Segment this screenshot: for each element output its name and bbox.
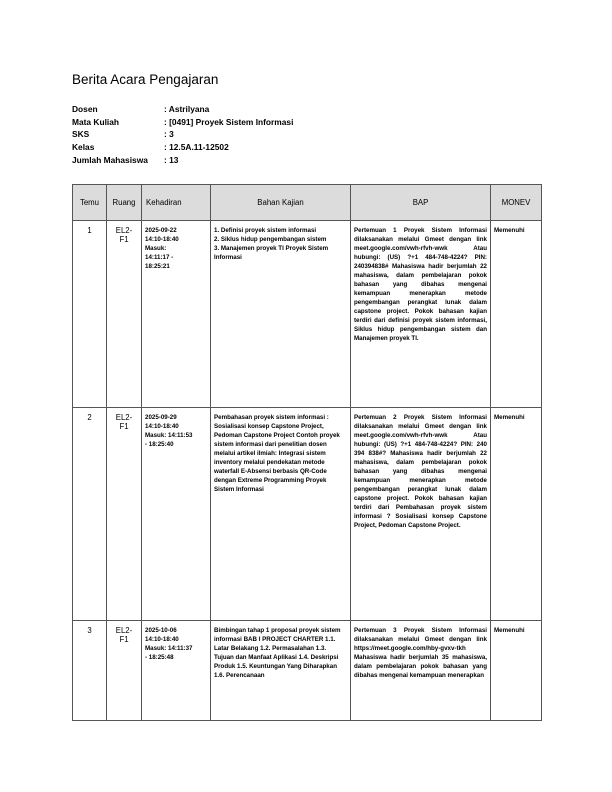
- table-row: [73, 408, 542, 621]
- cell-monev: Memenuhi: [491, 621, 542, 721]
- meta-label: Kelas: [72, 142, 95, 153]
- cell-temu: 1: [73, 221, 107, 408]
- meta-value: : [0491] Proyek Sistem Informasi: [164, 116, 294, 127]
- meta-label: Dosen: [72, 104, 98, 114]
- meta-row-dosen: [72, 103, 293, 116]
- cell-monev: Memenuhi: [491, 408, 542, 621]
- header-bahan-kajian: Bahan Kajian: [211, 185, 351, 221]
- header-monev: MONEV: [491, 185, 542, 221]
- cell-kehadiran: 2025-10-06 14:10-18:40 Masuk: 14:11:37 - 18:25:48: [142, 621, 211, 721]
- cell-ruang: EL2- F1: [107, 408, 142, 621]
- meta-row-sks: [72, 128, 293, 141]
- cell-monev: Memenuhi: [491, 221, 542, 408]
- meta-value: : 3: [164, 129, 174, 140]
- cell-bahan-kajian: Pembahasan proyek sistem informasi : Sosialisasi konsep Capstone Project, Pedoman Capstone Project Contoh proyek sistem informasi dari penelitian dosen melalui artikel ilmiah: Integrasi sistem inventory melalui pendekatan metode waterfall E-Absensi berbasis QR-Code dengan Extreme Programming Proyek Sistem Informasi: [211, 408, 351, 621]
- header-temu: Temu: [73, 185, 107, 221]
- header-bap: BAP: [351, 185, 491, 221]
- cell-kehadiran: 2025-09-22 14:10-18:40 Masuk: 14:11:17 - 18:25:21: [142, 221, 211, 408]
- cell-bap: Pertemuan 3 Proyek Sistem Informasi dilaksanakan melalui Gmeet dengan link https://meet.google.com/hby-gvxv-tkh Mahasiswa hadir berjumlah 35 mahasiswa, dalam pembelajaran pokok bahasan yang dibahas mengenai kemampuan menerapkan: [351, 621, 491, 721]
- header-kehadiran: Kehadiran: [142, 185, 211, 221]
- meta-label: SKS: [72, 129, 90, 140]
- meta-value: : 13: [164, 154, 179, 165]
- meta-value: : Astrilyana: [164, 104, 210, 114]
- cell-ruang: EL2- F1: [107, 621, 142, 721]
- meta-info: [72, 103, 293, 166]
- cell-bahan-kajian: Bimbingan tahap 1 proposal proyek sistem informasi BAB I PROJECT CHARTER 1.1. Latar Belakang 1.2. Permasalahan 1.3. Tujuan dan Manfaat Aplikasi 1.4. Deskripsi Produk 1.5. Keuntungan Yang Diharapkan 1.6. Perencanaan: [211, 621, 351, 721]
- bap-table: [72, 184, 542, 721]
- cell-ruang: EL2- F1: [107, 221, 142, 408]
- meta-label: Mata Kuliah: [72, 116, 119, 127]
- cell-bap: Pertemuan 2 Proyek Sistem Informasi dilaksanakan melalui Gmeet dengan link meet.google.com/vwh-rfvh-wwk Atau hubungi: (US) ?+1 484-748-4224? PIN: 240 394 838#? Mahasiswa hadir berjumlah 22 mahasiswa, dalam pembelajaran pokok bahasan yang dibahas mengenai kemampuan menerapkan metode pengembangan perangkat lunak dalam capstone project. Pokok bahasan kajian terdiri dari Pembahasan proyek sistem informasi ? Sosialisasi konsep Capstone Project, Pedoman Capstone Project.: [351, 408, 491, 621]
- meta-label: Jumlah Mahasiswa: [72, 154, 148, 165]
- table-header-row: [73, 185, 542, 221]
- cell-temu: 3: [73, 621, 107, 721]
- meta-value: : 12.5A.11-12502: [164, 142, 229, 153]
- table-row: [73, 621, 542, 721]
- page-title: Berita Acara Pengajaran: [72, 72, 219, 87]
- cell-bap: Pertemuan 1 Proyek Sistem Informasi dilaksanakan melalui Gmeet dengan link meet.google.com/vwh-rfvh-wwk Atau hubungi: (US) ?+1 484-748-4224? PIN: 240394838# Mahasiswa hadir berjumlah 22 mahasiswa, dalam pembelajaran pokok bahasan yang dibahas mengenai kemampuan menerapkan metode pengembangan perangkat lunak dalam capstone project. Pokok bahasan kajian terdiri dari definisi proyek sistem informasi, Siklus hidup pengembangan sistem dan Manajemen proyek TI.: [351, 221, 491, 408]
- meta-row-jumlah-mahasiswa: [72, 154, 293, 167]
- cell-kehadiran: 2025-09-29 14:10-18:40 Masuk: 14:11:53 - 18:25:40: [142, 408, 211, 621]
- cell-bahan-kajian: 1. Definisi proyek sistem informasi 2. Siklus hidup pengembangan sistem 3. Manajemen proyek TI Proyek Sistem Informasi: [211, 221, 351, 408]
- header-ruang: Ruang: [107, 185, 142, 221]
- cell-temu: 2: [73, 408, 107, 621]
- meta-row-mata-kuliah: [72, 116, 293, 129]
- table-row: [73, 221, 542, 408]
- meta-row-kelas: [72, 141, 293, 154]
